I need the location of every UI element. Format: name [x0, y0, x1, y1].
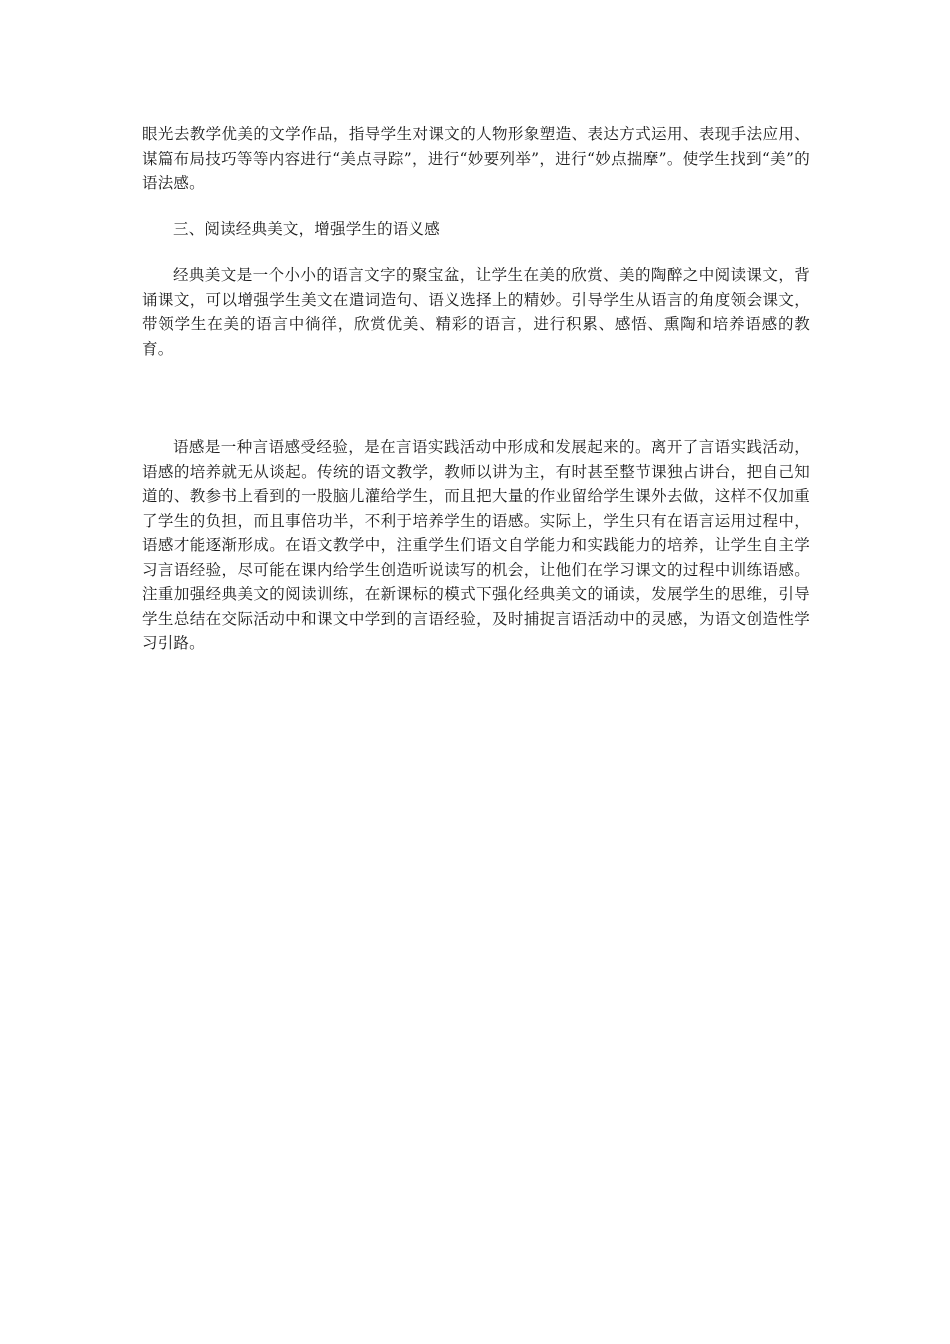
document-page — [142, 122, 810, 656]
paragraph-continued: 眼光去教学优美的文学作品，指导学生对课文的人物形象塑造、表达方式运用、表现手法应用、谋篇布局技巧等等内容进行“美点寻踪”，进行“妙要列举”，进行“妙点揣摩”。使学生找到“美”的语法感。 — [142, 125, 810, 192]
paragraph-language-sense: 语感是一种言语感受经验，是在言语实践活动中形成和发展起来的。离开了言语实践活动，语感的培养就无从谈起。传统的语文教学，教师以讲为主，有时甚至整节课独占讲台，把自己知道的、教参书上看到的一股脑儿灌给学生，而且把大量的作业留给学生课外去做，这样不仅加重了学生的负担，而且事倍功半，不利于培养学生的语感。实际上，学生只有在语言运用过程中，语感才能逐渐形成。在语文教学中，注重学生们语文自学能力和实践能力的培养，让学生自主学习言语经验，尽可能在课内给学生创造听说读写的机会，让他们在学习课文的过程中训练语感。注重加强经典美文的阅读训练，在新课标的模式下强化经典美文的诵读，发展学生的思维，引导学生总结在交际活动中和课文中学到的言语经验，及时捕捉言语活动中的灵感，为语文创造性学习引路。 — [142, 438, 810, 652]
section-heading: 三、阅读经典美文，增强学生的语义感 — [173, 219, 440, 238]
paragraph-classic-texts: 经典美文是一个小小的语言文字的聚宝盆，让学生在美的欣赏、美的陶醉之中阅读课文，背诵课文，可以增强学生美文在遣词造句、语义选择上的精妙。引导学生从语言的角度领会课文，带领学生在美的语言中徜徉，欣赏优美、精彩的语言，进行积累、感悟、熏陶和培养语感的教育。 — [142, 266, 810, 358]
